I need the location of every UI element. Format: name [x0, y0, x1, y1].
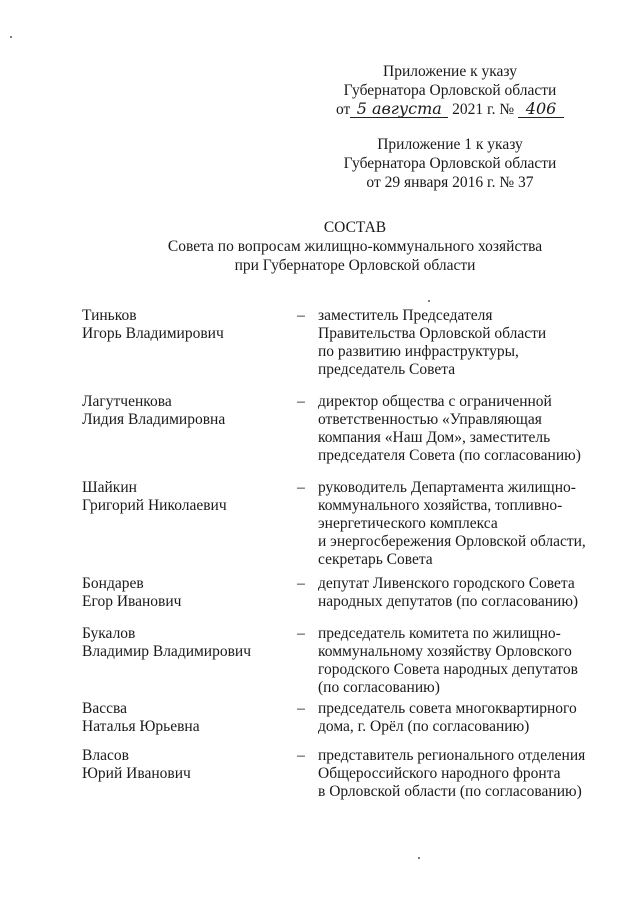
title-line: Совета по вопросам жилищно-коммунального хозяйства — [167, 238, 543, 255]
appendix-line: Приложение к указу — [383, 63, 517, 80]
appendix-authority-line: Губернатора Орловской области — [343, 82, 557, 99]
title-line: при Губернаторе Орловской области — [234, 257, 476, 274]
member-role — [318, 307, 608, 379]
role-line: коммунальному хозяйству Орловского — [318, 643, 572, 660]
role-line: председатель Совета — [318, 361, 456, 378]
role-line: депутат Ливенского городского Совета — [318, 575, 575, 592]
dash: – — [297, 625, 305, 642]
member-role — [318, 393, 608, 465]
dash: – — [297, 747, 305, 764]
member-name — [82, 625, 292, 661]
member-given-names: Егор Иванович — [82, 593, 182, 610]
member-name — [82, 700, 292, 736]
appendix-authority-line: Губернатора Орловской области — [343, 155, 557, 172]
role-line: председателя Совета (по согласованию) — [318, 447, 581, 464]
member-role — [318, 575, 608, 611]
member-surname: Власов — [82, 747, 129, 764]
member-surname: Лагутченкова — [82, 393, 172, 410]
member-given-names: Лидия Владимировна — [82, 411, 226, 428]
member-role — [318, 747, 608, 801]
appendix-header-current — [300, 62, 600, 119]
role-line: ответственностью «Управляющая — [318, 411, 542, 428]
member-surname: Букалов — [82, 625, 136, 642]
member-name — [82, 307, 292, 343]
member-surname: Шайкин — [82, 479, 137, 496]
member-surname: Бондарев — [82, 575, 144, 592]
handwritten-number: 406 — [518, 101, 564, 118]
title-heading: СОСТАВ — [323, 219, 387, 236]
member-role — [318, 625, 608, 697]
role-line: руководитель Департамента жилищно- — [318, 479, 576, 496]
member-name — [82, 479, 292, 515]
role-line: представитель регионального отделения — [318, 747, 586, 764]
role-line: дома, г. Орёл (по согласованию) — [318, 718, 530, 735]
dash: – — [297, 393, 305, 410]
document-title — [120, 218, 590, 275]
role-line: секретарь Совета — [318, 551, 433, 568]
role-line: директор общества с ограниченной — [318, 393, 552, 410]
dash: – — [297, 700, 305, 717]
member-given-names: Юрий Иванович — [82, 765, 191, 782]
member-surname: Вассва — [82, 700, 127, 717]
member-given-names: Владимир Владимирович — [82, 643, 252, 660]
scan-speck — [428, 300, 430, 302]
date-prefix: от — [335, 101, 351, 118]
member-name — [82, 575, 292, 611]
dash: – — [297, 479, 305, 496]
scan-speck — [10, 36, 12, 38]
member-given-names: Игорь Владимирович — [82, 325, 224, 342]
appendix-date-line — [300, 100, 600, 119]
dash: – — [297, 575, 305, 592]
role-line: (по согласованию) — [318, 679, 440, 696]
role-line: заместитель Председателя — [318, 307, 493, 324]
member-name — [82, 393, 292, 429]
scan-speck — [418, 857, 420, 859]
appendix-header-original — [300, 135, 600, 192]
role-line: компания «Наш Дом», заместитель — [318, 429, 551, 446]
role-line: по развитию инфраструктуры, — [318, 343, 519, 360]
member-name — [82, 747, 292, 783]
member-given-names: Григорий Николаевич — [82, 497, 227, 514]
role-line: Правительства Орловской области — [318, 325, 547, 342]
role-line: народных депутатов (по согласованию) — [318, 593, 579, 610]
handwritten-date: 5 августа — [350, 101, 448, 118]
member-given-names: Наталья Юрьевна — [82, 718, 200, 735]
role-line: городского Совета народных депутатов — [318, 661, 578, 678]
role-line: Общероссийского народного фронта — [318, 765, 561, 782]
member-role — [318, 700, 608, 736]
appendix-line: Приложение 1 к указу — [377, 136, 523, 153]
role-line: энергетического комплекса — [318, 515, 498, 532]
role-line: и энергосбережения Орловской области, — [318, 533, 586, 550]
appendix-date-line: от 29 января 2016 г. № 37 — [366, 174, 534, 191]
date-year: 2021 г. № — [452, 101, 515, 118]
role-line: в Орловской области (по согласованию) — [318, 783, 582, 800]
member-surname: Тиньков — [82, 307, 137, 324]
role-line: председатель совета многоквартирного — [318, 700, 577, 717]
member-role — [318, 479, 608, 569]
role-line: председатель комитета по жилищно- — [318, 625, 561, 642]
role-line: коммунального хозяйства, топливно- — [318, 497, 563, 514]
dash: – — [297, 307, 305, 324]
